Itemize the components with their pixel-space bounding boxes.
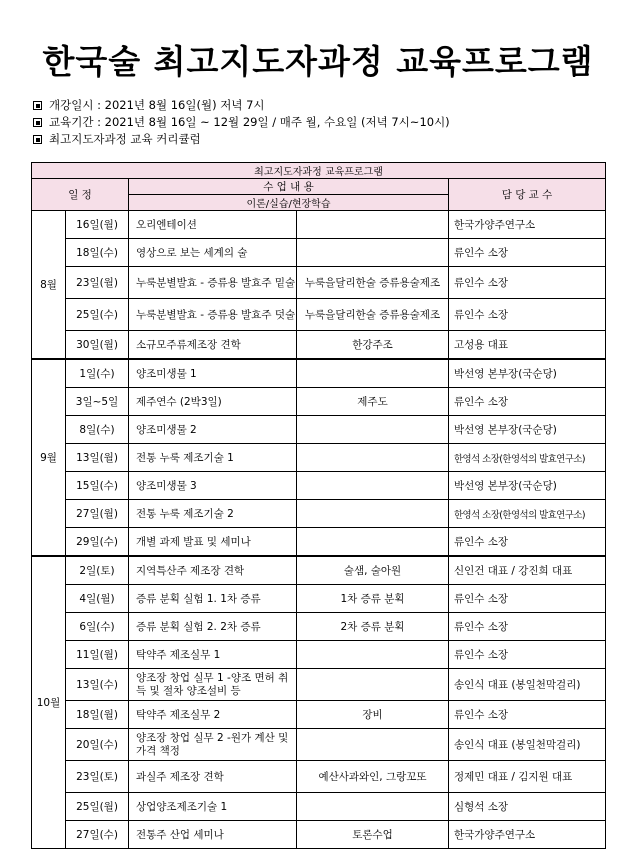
day-cell: 27일(월)	[66, 500, 129, 528]
location-cell	[297, 528, 449, 557]
day-cell: 3일~5일	[66, 388, 129, 416]
topic-cell: 개별 과제 발표 및 세미나	[129, 528, 297, 557]
day-cell: 1일(수)	[66, 359, 129, 388]
lecturer-cell: 신인건 대표 / 강진희 대표	[449, 556, 606, 585]
info-item-open-date	[33, 97, 450, 114]
location-cell: 술샘, 술아원	[297, 556, 449, 585]
location-cell: 한강주조	[297, 331, 449, 360]
table-row	[32, 472, 606, 500]
table-row	[32, 821, 606, 849]
topic-cell: 제주연수 (2박3일)	[129, 388, 297, 416]
month-cell: 8월	[32, 211, 66, 360]
header-lecturer: 담 당 교 수	[449, 179, 606, 211]
topic-cell: 탁약주 제조실무 2	[129, 701, 297, 729]
square-bullet-icon	[33, 118, 42, 127]
topic-cell: 오리엔테이션	[129, 211, 297, 239]
table-row	[32, 585, 606, 613]
topic-cell: 탁약주 제조실무 1	[129, 641, 297, 669]
topic-cell: 양조장 창업 실무 1 -양조 면허 취득 및 절차 양조설비 등	[129, 669, 297, 701]
info-item-period	[33, 114, 450, 131]
lecturer-cell: 한영석 소장(한영석의 발효연구소)	[449, 500, 606, 528]
location-cell: 2차 증류 분획	[297, 613, 449, 641]
lecturer-cell: 류인수 소장	[449, 388, 606, 416]
table-row	[32, 793, 606, 821]
topic-cell: 양조미생물 2	[129, 416, 297, 444]
month-cell: 9월	[32, 359, 66, 556]
lecturer-cell: 박선영 본부장(국순당)	[449, 359, 606, 388]
location-cell: 예산사과와인, 그랑꼬또	[297, 761, 449, 793]
lecturer-cell: 고성용 대표	[449, 331, 606, 360]
lecturer-cell: 류인수 소장	[449, 701, 606, 729]
info-text: 교육기간 : 2021년 8월 16일 ~ 12월 29일 / 매주 월, 수요일 (저녁 7시~10시)	[49, 115, 450, 129]
table-row	[32, 239, 606, 267]
topic-cell: 증류 분획 실험 1. 1차 증류	[129, 585, 297, 613]
location-cell	[297, 669, 449, 701]
location-cell	[297, 359, 449, 388]
topic-cell: 과실주 제조장 견학	[129, 761, 297, 793]
lecturer-cell: 박선영 본부장(국순당)	[449, 416, 606, 444]
table-row	[32, 388, 606, 416]
month-cell: 10월	[32, 556, 66, 849]
table-row	[32, 331, 606, 360]
table-row	[32, 761, 606, 793]
info-item-curriculum	[33, 131, 450, 148]
day-cell: 13일(수)	[66, 669, 129, 701]
location-cell: 토론수업	[297, 821, 449, 849]
day-cell: 18일(수)	[66, 239, 129, 267]
topic-cell: 지역특산주 제조장 견학	[129, 556, 297, 585]
table-row	[32, 669, 606, 701]
table-caption: 최고지도자과정 교육프로그램	[32, 163, 606, 179]
topic-cell: 상업양조제조기술 1	[129, 793, 297, 821]
topic-cell: 증류 분획 실험 2. 2차 증류	[129, 613, 297, 641]
location-cell	[297, 444, 449, 472]
topic-cell: 전통 누룩 제조기술 2	[129, 500, 297, 528]
day-cell: 11일(월)	[66, 641, 129, 669]
table-row	[32, 211, 606, 239]
location-cell	[297, 416, 449, 444]
lecturer-cell: 류인수 소장	[449, 267, 606, 299]
table-row	[32, 267, 606, 299]
lecturer-cell: 류인수 소장	[449, 239, 606, 267]
day-cell: 23일(토)	[66, 761, 129, 793]
page-title: 한국술 최고지도자과정 교육프로그램	[42, 42, 594, 81]
day-cell: 25일(수)	[66, 299, 129, 331]
day-cell: 8일(수)	[66, 416, 129, 444]
location-cell: 1차 증류 분획	[297, 585, 449, 613]
table-row	[32, 500, 606, 528]
topic-cell: 영상으로 보는 세계의 술	[129, 239, 297, 267]
day-cell: 13일(월)	[66, 444, 129, 472]
header-content-sub: 이론/실습/현장학습	[129, 195, 449, 211]
location-cell	[297, 729, 449, 761]
location-cell: 누룩을달리한술 증류용술제조	[297, 267, 449, 299]
day-cell: 4일(월)	[66, 585, 129, 613]
header-content: 수 업 내 용	[129, 179, 449, 195]
table-row	[32, 444, 606, 472]
lecturer-cell: 송인식 대표 (봉일천막걸리)	[449, 669, 606, 701]
day-cell: 15일(수)	[66, 472, 129, 500]
table-row	[32, 729, 606, 761]
topic-cell: 양조장 창업 실무 2 -원가 계산 및 가격 책정	[129, 729, 297, 761]
table-row	[32, 528, 606, 557]
day-cell: 16일(월)	[66, 211, 129, 239]
info-list	[33, 97, 450, 148]
info-text: 개강일시 : 2021년 8월 16일(월) 저녁 7시	[49, 98, 265, 112]
location-cell: 장비	[297, 701, 449, 729]
day-cell: 23일(월)	[66, 267, 129, 299]
table-row	[32, 641, 606, 669]
location-cell: 제주도	[297, 388, 449, 416]
day-cell: 20일(수)	[66, 729, 129, 761]
lecturer-cell: 한영석 소장(한영석의 발효연구소)	[449, 444, 606, 472]
info-text: 최고지도자과정 교육 커리큘럼	[49, 132, 201, 146]
topic-cell: 양조미생물 3	[129, 472, 297, 500]
table-body	[32, 211, 606, 849]
lecturer-cell: 한국가양주연구소	[449, 821, 606, 849]
table-row	[32, 416, 606, 444]
day-cell: 6일(수)	[66, 613, 129, 641]
table-row	[32, 701, 606, 729]
square-bullet-icon	[33, 135, 42, 144]
location-cell	[297, 500, 449, 528]
location-cell	[297, 641, 449, 669]
location-cell	[297, 239, 449, 267]
topic-cell: 누룩분별발효 - 증류용 발효주 덧술	[129, 299, 297, 331]
lecturer-cell: 류인수 소장	[449, 585, 606, 613]
day-cell: 2일(토)	[66, 556, 129, 585]
square-bullet-icon	[33, 101, 42, 110]
day-cell: 30일(월)	[66, 331, 129, 360]
lecturer-cell: 심형석 소장	[449, 793, 606, 821]
location-cell	[297, 472, 449, 500]
topic-cell: 전통주 산업 세미나	[129, 821, 297, 849]
curriculum-table	[31, 162, 606, 849]
lecturer-cell: 박선영 본부장(국순당)	[449, 472, 606, 500]
day-cell: 18일(월)	[66, 701, 129, 729]
lecturer-cell: 정제민 대표 / 김지원 대표	[449, 761, 606, 793]
table-row	[32, 613, 606, 641]
lecturer-cell: 한국가양주연구소	[449, 211, 606, 239]
topic-cell: 소규모주류제조장 견학	[129, 331, 297, 360]
table-row	[32, 299, 606, 331]
topic-cell: 양조미생물 1	[129, 359, 297, 388]
location-cell: 누룩을달리한술 증류용술제조	[297, 299, 449, 331]
lecturer-cell: 류인수 소장	[449, 528, 606, 557]
location-cell	[297, 211, 449, 239]
header-date: 일 정	[32, 179, 129, 211]
topic-cell: 전통 누룩 제조기술 1	[129, 444, 297, 472]
lecturer-cell: 류인수 소장	[449, 641, 606, 669]
day-cell: 25일(월)	[66, 793, 129, 821]
lecturer-cell: 류인수 소장	[449, 613, 606, 641]
table-row	[32, 359, 606, 388]
topic-cell: 누룩분별발효 - 증류용 발효주 밑술	[129, 267, 297, 299]
location-cell	[297, 793, 449, 821]
table-row	[32, 556, 606, 585]
lecturer-cell: 송인식 대표 (봉일천막걸리)	[449, 729, 606, 761]
day-cell: 27일(수)	[66, 821, 129, 849]
lecturer-cell: 류인수 소장	[449, 299, 606, 331]
day-cell: 29일(수)	[66, 528, 129, 557]
